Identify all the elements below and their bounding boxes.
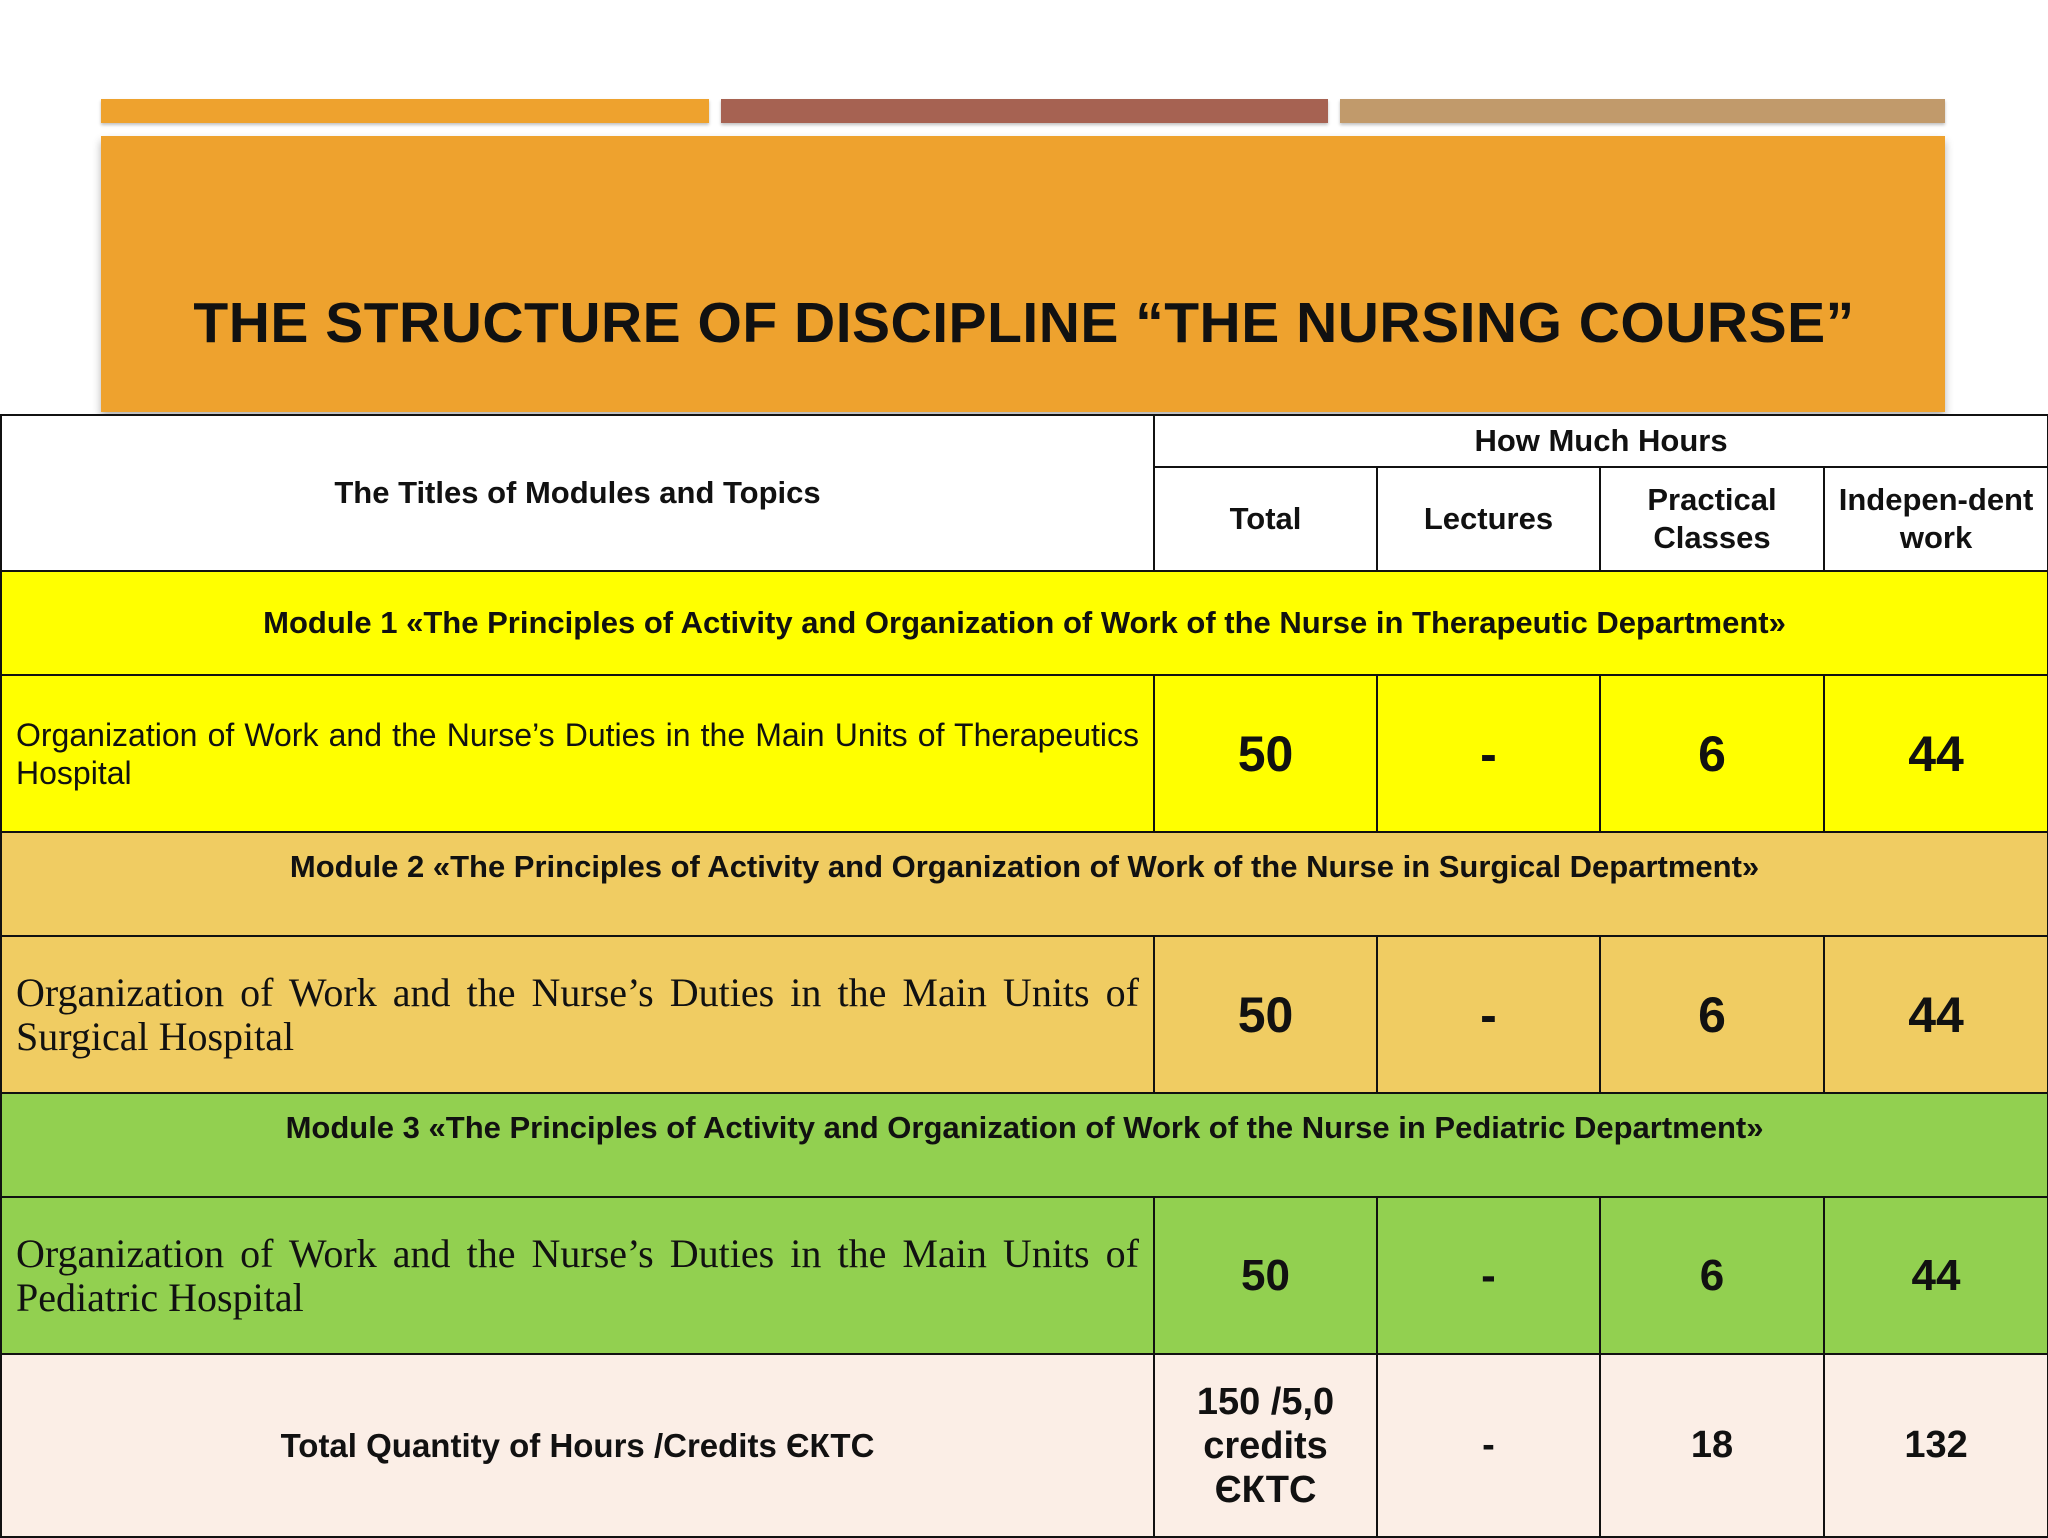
header-independent: Indepen-dent work [1824, 467, 2048, 571]
lectures-3: - [1377, 1197, 1600, 1354]
totals-label: Total Quantity of Hours /Credits ЄКТС [1, 1354, 1154, 1537]
module-row-3 [1, 1093, 2048, 1197]
title-band [101, 136, 1945, 412]
total-1: 50 [1154, 675, 1377, 832]
totals-total: 150 /5,0 credits ЄКТС [1154, 1354, 1377, 1537]
totals-independent: 132 [1824, 1354, 2048, 1537]
independent-2: 44 [1824, 936, 2048, 1093]
module-row-1 [1, 571, 2048, 675]
totals-row [1, 1354, 2048, 1537]
topic-row-2 [1, 936, 2048, 1093]
module-row-2 [1, 832, 2048, 936]
module-title-1: Module 1 «The Principles of Activity and Organization of Work of the Nurse in Therapeutic Department» [1, 571, 2048, 675]
practical-3: 6 [1600, 1197, 1824, 1354]
total-3: 50 [1154, 1197, 1377, 1354]
header-row-top [1, 415, 2048, 467]
totals-practical: 18 [1600, 1354, 1824, 1537]
lectures-2: - [1377, 936, 1600, 1093]
total-2: 50 [1154, 936, 1377, 1093]
header-hours-group: How Much Hours [1154, 415, 2048, 467]
header-practical: Practical Classes [1600, 467, 1824, 571]
header-titles: The Titles of Modules and Topics [1, 415, 1154, 571]
accent-bar-orange [101, 99, 709, 123]
totals-lectures: - [1377, 1354, 1600, 1537]
topic-row-1 [1, 675, 2048, 832]
accent-bar-brown [721, 99, 1328, 123]
topic-2: Organization of Work and the Nurse’s Duties in the Main Units of Surgical Hospital [1, 936, 1154, 1093]
topic-3: Organization of Work and the Nurse’s Duties in the Main Units of Pediatric Hospital [1, 1197, 1154, 1354]
module-title-2: Module 2 «The Principles of Activity and Organization of Work of the Nurse in Surgical Department» [1, 832, 2048, 936]
header-lectures: Lectures [1377, 467, 1600, 571]
lectures-1: - [1377, 675, 1600, 832]
slide-title: THE STRUCTURE OF DISCIPLINE “THE NURSING COURSE” [193, 291, 1855, 355]
module-title-3: Module 3 «The Principles of Activity and Organization of Work of the Nurse in Pediatric Department» [1, 1093, 2048, 1197]
practical-2: 6 [1600, 936, 1824, 1093]
independent-1: 44 [1824, 675, 2048, 832]
independent-3: 44 [1824, 1197, 2048, 1354]
topic-1: Organization of Work and the Nurse’s Duties in the Main Units of Therapeutics Hospital [1, 675, 1154, 832]
topic-row-3 [1, 1197, 2048, 1354]
accent-bar-tan [1340, 99, 1945, 123]
practical-1: 6 [1600, 675, 1824, 832]
header-total: Total [1154, 467, 1377, 571]
discipline-structure-table [0, 414, 2048, 1538]
